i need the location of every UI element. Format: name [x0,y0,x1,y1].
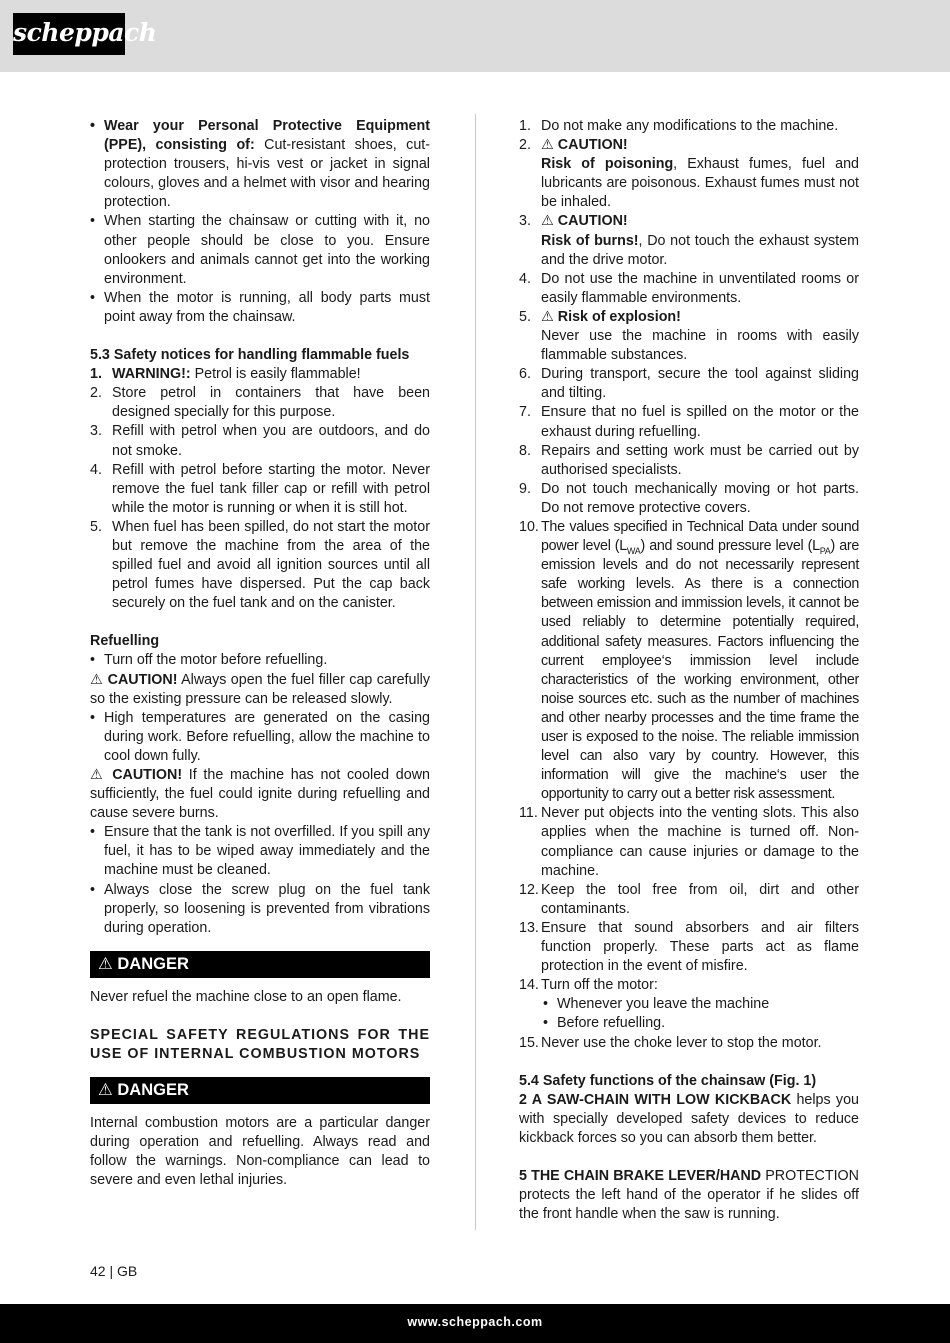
bullet-marker: • [90,118,96,134]
footer-url: www.scheppach.com [0,1304,950,1343]
list-item: • Always close the screw plug on the fuel tank properly, so loosening is prevented from vibrations during operation. [90,881,430,936]
list-item: 1. Do not make any modifications to the machine. [519,118,839,134]
list-item: 15. Never use the choke lever to stop the motor. [519,1034,822,1051]
list-item: 2. Store petrol in containers that have been designed specially for this purpose. [90,385,430,421]
list-item: 10. The values specified in Technical Data under sound power level $(L_{WA})$ and sound pressure level $(L_{PA})$ are emission levels and do not necessarily represent safe working levels. As there is a connection between emission and immission levels, it cannot be used reliably to determine potentially required, additional safety measures. Factors influencing the current employee‘s immission level include characteristics of the working environment, other noise sources etc. such as the number of machines and other nearby processes and the time frame the user is exposed to the noise. The reliable immission level can also vary by country. However, this information will give the machine‘s user the opportunity to carry out a better risk assessment. [519,518,859,803]
section-heading: Refuelling [90,633,160,650]
list-item [90,117,430,212]
list-item: • When the motor is running, all body parts must point away from the chainsaw. [90,289,430,325]
section-heading: 5.4 Safety functions of the chainsaw (Fig. 1) [519,1072,817,1089]
caution-note: ⚠ CAUTION! If the machine has not cooled down sufficiently, the fuel could ignite during refuelling and cause severe burns. [90,767,430,822]
list-item: 7. Ensure that no fuel is spilled on the motor or the exhaust during refuelling. [519,404,859,440]
list-item: 3. Refill with petrol when you are outdoors, and do not smoke. [90,423,430,459]
list-item: 13. Ensure that sound absorbers and air filters function properly. These parts act as flame protection in the event of misfire. [519,919,859,975]
list-item: • High temperatures are generated on the casing during work. Before refuelling, allow the machine to cool down fully. [90,709,430,764]
caution-note: ⚠ CAUTION! Always open the fuel filler cap carefully so the existing pressure can be released slowly. [90,671,430,707]
danger-text: Never refuel the machine close to an open flame. [90,988,402,1005]
list-item: 1. WARNING!: Petrol is easily flammable! [90,366,361,383]
list-item: 5. ⚠ Risk of explosion! Never use the machine in rooms with easily flammable substances. [519,308,859,364]
list-item: 8. Repairs and setting work must be carried out by authorised specialists. [519,442,859,478]
warning-icon: ⚠ CAUTION! [541,137,628,154]
list-item: 4. Refill with petrol before starting the motor. Never remove the fuel tank filler cap or refill with petrol while the motor is running or when it is still hot. [90,461,430,516]
list-item: • Turn off the motor before refuelling. [90,652,328,669]
paragraph: 5 THE CHAIN BRAKE LEVER/HAND PROTECTION protects the left hand of the operator if he slides off the front handle when the saw is running. [519,1167,860,1223]
list-item: 2. ⚠ CAUTION! Risk of poisoning, Exhaust fumes, fuel and lubricants are poisonous. Exhaust fumes must not be inhaled. [519,137,859,211]
sub-list-item: • Before refuelling. [543,1015,666,1032]
list-item: 9. Do not touch mechanically moving or hot parts. Do not remove protective covers. [519,480,859,516]
list-item: • Ensure that the tank is not overfilled. If you spill any fuel, it has to be wiped away immediately and the machine must be cleaned. [90,824,430,879]
section-heading: SPECIAL SAFETY REGULATIONS FOR THE USE OF INTERNAL COMBUSTION MOTORS [90,1026,430,1063]
danger-banner: ⚠ DANGER [90,1077,430,1104]
list-item: 3. ⚠ CAUTION! Risk of burns!, Do not touch the exhaust system and the drive motor. [519,213,859,268]
warning-icon: ⚠ Risk of explosion! [541,308,681,325]
danger-banner: ⚠ DANGER [90,951,430,978]
paragraph: 2 A SAW-CHAIN WITH LOW KICKBACK helps you with specially developed safety devices to reduce kickback forces so you can absorb them better. [519,1091,859,1146]
warning-icon: ⚠ CAUTION! [90,767,183,783]
right-column [519,117,859,1224]
list-item: 4. Do not use the machine in unventilated rooms or easily flammable environments. [519,270,859,306]
brand-logo: scheppach [13,13,125,55]
warning-icon: ⚠ CAUTION! [90,671,178,688]
warning-icon: ⚠ CAUTION! [541,213,628,230]
list-item: 11. Never put objects into the venting slots. This also applies when the machine is turned off. Non-compliance can cause injuries or damage to the machine. [519,805,859,879]
list-item: 5. When fuel has been spilled, do not start the motor but remove the machine from the area of the spilled fuel and avoid all ignition sources until all petrol fumes have dispersed. Put the cap back securely on the fuel tank and on the canister. [90,518,430,612]
list-item: 6. During transport, secure the tool against sliding and tilting. [519,366,859,402]
danger-text: Internal combustion motors are a particular danger during operation and refuelling. Always read and follow the warnings. Non-compliance can lead to severe and even lethal injuries. [90,1115,430,1189]
list-item: • When starting the chainsaw or cutting with it, no other people should be close to you. Ensure onlookers and animals cannot get into the working environment. [90,213,430,287]
sub-list-item: • Whenever you leave the machine [543,996,770,1013]
left-column [90,117,430,1191]
column-divider [475,114,476,1230]
list-item: 12. Keep the tool free from oil, dirt and other contaminants. [519,881,859,917]
ppe-text: Wear your Personal Protective Equipment (PPE), consisting of: Cut-resistant shoes, cut-protection trousers, hi-vis vest or jacket in signal colours, gloves and a helmet with visor and hearing protection. [104,118,431,211]
page-header [0,0,950,72]
section-heading: 5.3 Safety notices for handling flammable fuels [90,347,410,364]
list-item: 14. Turn off the motor: [519,977,658,994]
page-number: 42 | GB [90,1263,138,1279]
